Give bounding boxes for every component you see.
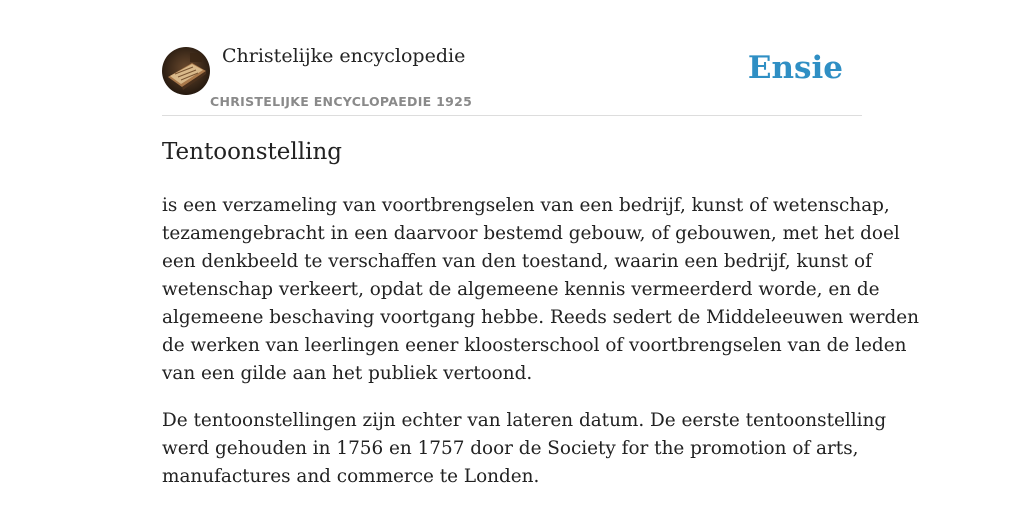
text-line: De tentoonstellingen zijn echter van lateren datum. De eerste tentoonstelling bbox=[162, 410, 887, 431]
book-thumbnail-icon[interactable] bbox=[162, 47, 210, 95]
entry-body bbox=[162, 192, 920, 510]
text-line: wetenschap verkeert, opdat de algemeene kennis vermeerderd worde, en de bbox=[162, 279, 880, 300]
source-header bbox=[162, 44, 862, 116]
text-line: werd gehouden in 1756 en 1757 door de Society for the promotion of arts, bbox=[162, 438, 859, 459]
entry-title: Tentoonstelling bbox=[162, 139, 342, 165]
paragraph-1 bbox=[162, 192, 920, 388]
ensie-logo[interactable]: Ensie bbox=[747, 50, 843, 86]
source-title[interactable]: Christelijke encyclopedie bbox=[222, 45, 466, 67]
paragraph-2 bbox=[162, 407, 887, 491]
text-line: manufactures and commerce te Londen. bbox=[162, 466, 540, 487]
text-line: algemeene beschaving voortgang hebbe. Reeds sedert de Middeleeuwen werden bbox=[162, 307, 920, 328]
text-line: een denkbeeld te verschaffen van den toestand, waarin een bedrijf, kunst of bbox=[162, 251, 872, 272]
text-line: de werken van leerlingen eener kloosterschool of voortbrengselen van de leden bbox=[162, 335, 907, 356]
text-line: tezamengebracht in een daarvoor bestemd gebouw, of gebouwen, met het doel bbox=[162, 223, 900, 244]
text-line: is een verzameling van voortbrengselen van een bedrijf, kunst of wetenschap, bbox=[162, 195, 890, 216]
text-line: van een gilde aan het publiek vertoond. bbox=[162, 363, 533, 384]
source-subtitle[interactable]: CHRISTELIJKE ENCYCLOPAEDIE 1925 bbox=[210, 94, 473, 109]
